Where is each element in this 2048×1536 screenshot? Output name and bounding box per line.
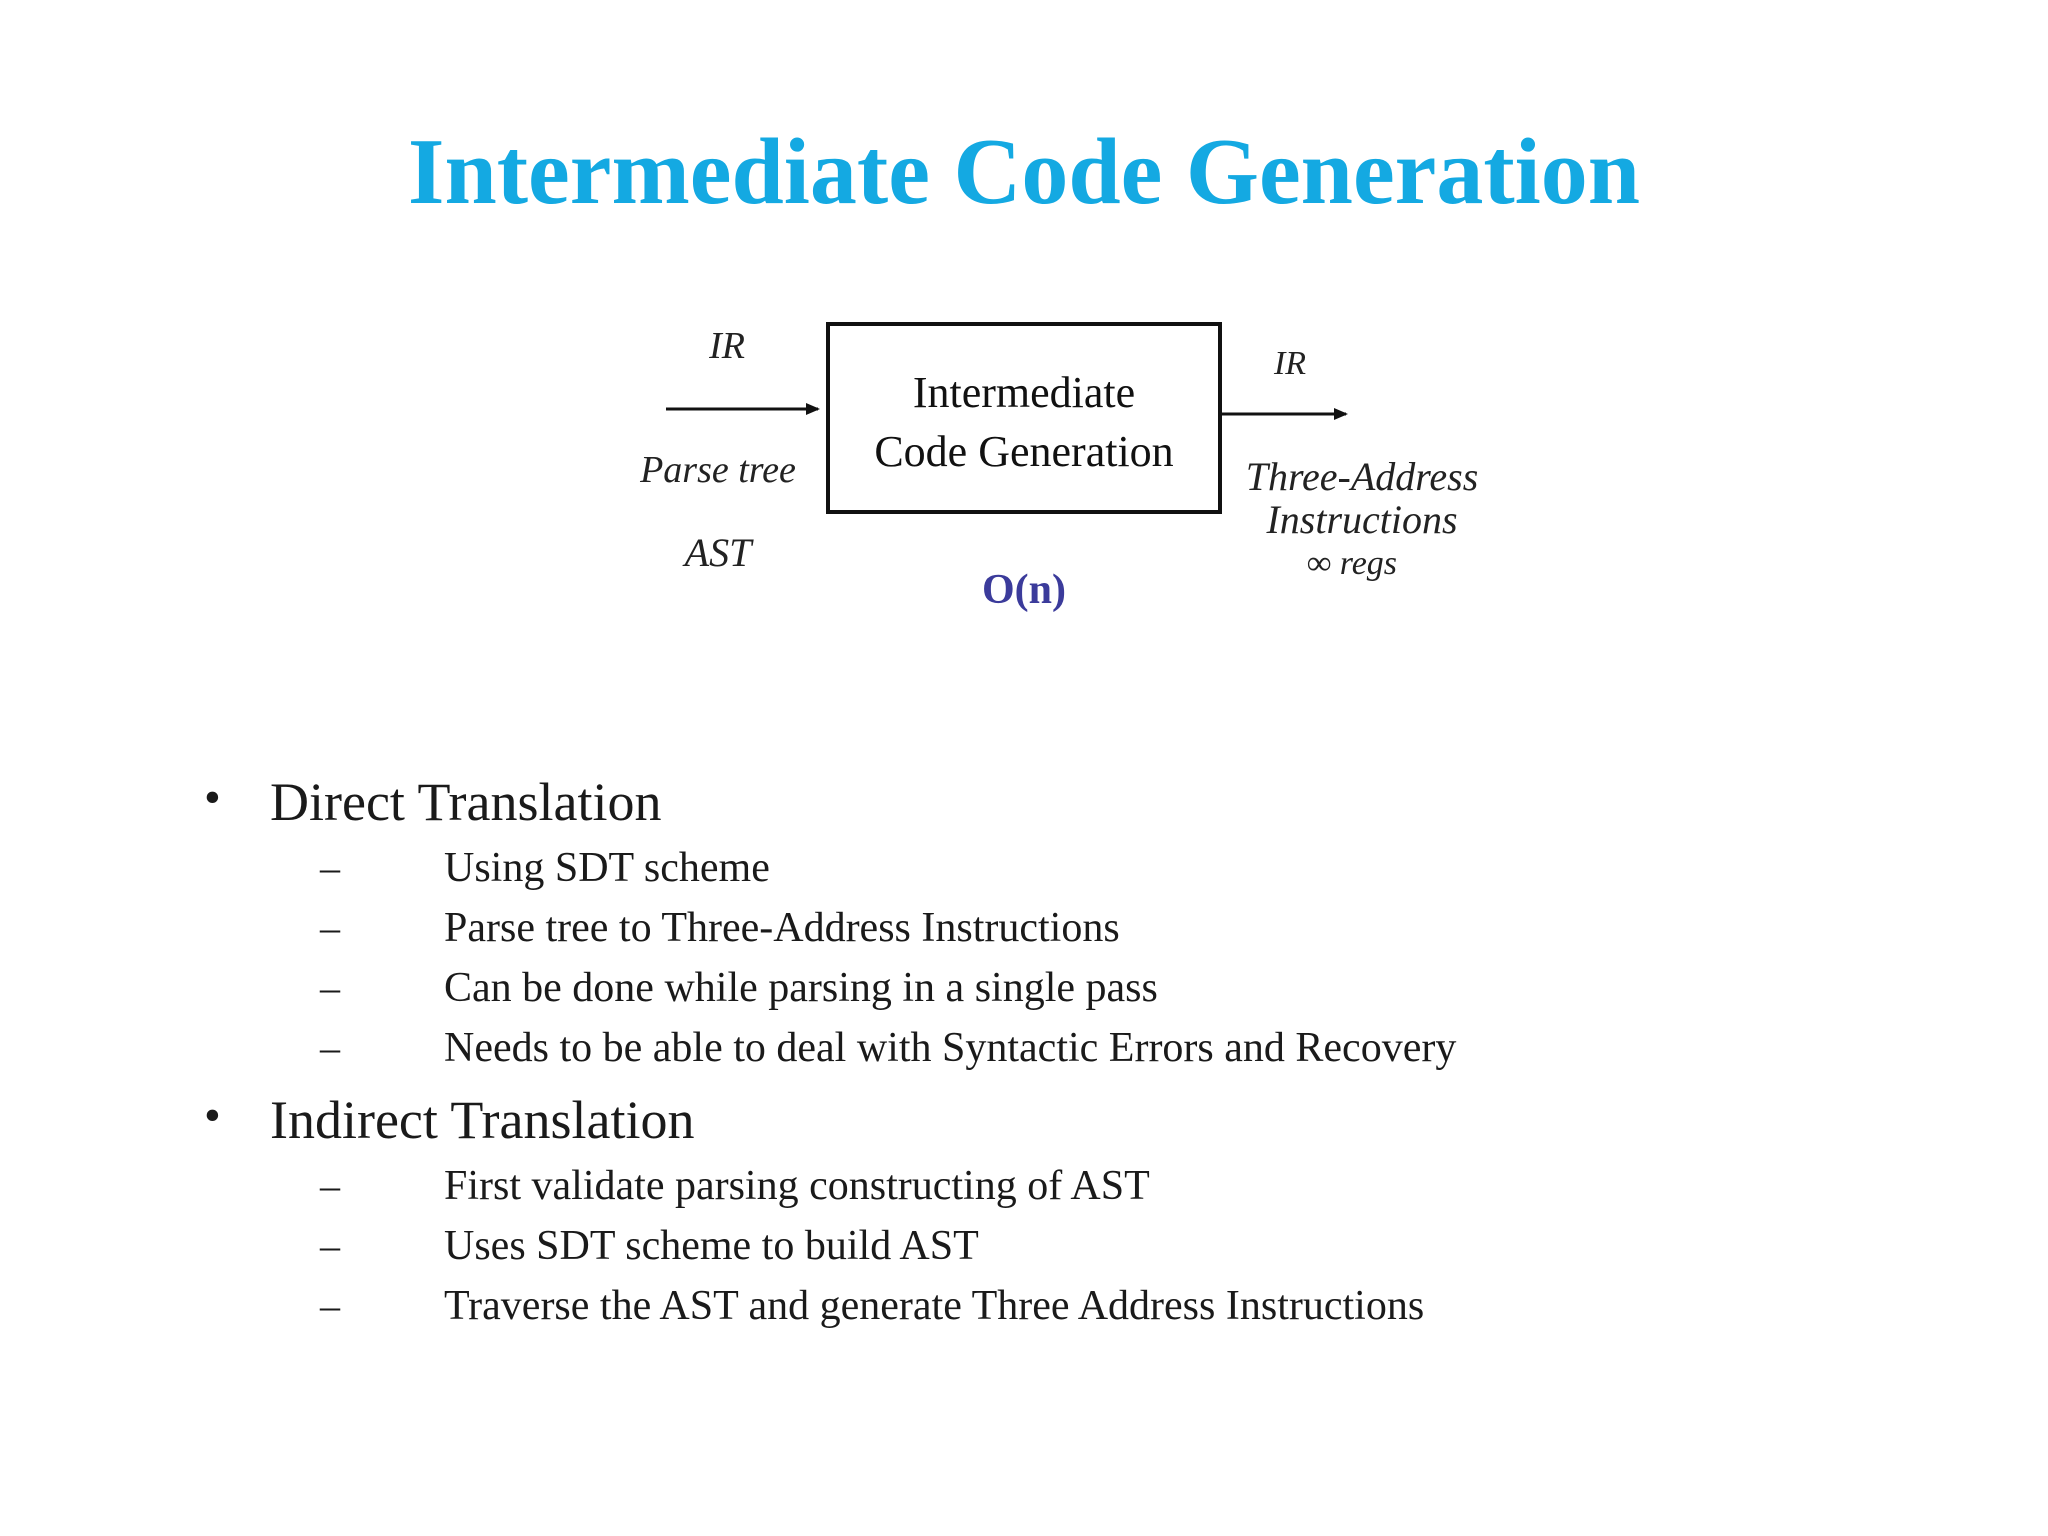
dash-marker: – — [320, 1163, 340, 1208]
complexity-label: O(n) — [982, 567, 1066, 613]
bullet-text: Indirect Translation — [270, 1090, 695, 1150]
output-label-three-address: Three-Address — [1245, 454, 1479, 499]
sub-bullet-text: First validate parsing constructing of AST — [444, 1163, 1150, 1209]
sub-bullet-text: Traverse the AST and generate Three Address Instructions — [444, 1283, 1425, 1329]
sub-bullet — [320, 842, 770, 894]
sub-bullet — [320, 902, 1120, 954]
bullet-indirect-translation — [204, 1088, 695, 1152]
sub-bullet — [320, 1280, 1425, 1332]
bullet-direct-translation — [204, 770, 662, 834]
output-label-instructions: Instructions — [1266, 497, 1458, 542]
output-label-ir: IR — [1273, 345, 1307, 382]
output-label-regs: ∞ regs — [1306, 545, 1398, 582]
sub-bullet-text: Using SDT scheme — [444, 845, 770, 891]
sub-bullet-text: Needs to be able to deal with Syntactic Errors and Recovery — [444, 1025, 1457, 1071]
input-label-ir: IR — [709, 325, 745, 367]
dash-marker: – — [320, 905, 340, 950]
input-label-parse-tree: Parse tree — [640, 449, 796, 491]
dash-marker: – — [320, 845, 340, 890]
input-label-ast: AST — [684, 530, 752, 575]
bullet-marker: • — [204, 1089, 221, 1142]
slide-title: Intermediate Code Generation — [407, 120, 1641, 224]
sub-bullet — [320, 1220, 979, 1272]
bullet-marker: • — [204, 771, 221, 824]
process-box-line-1: Intermediate — [912, 368, 1136, 417]
dash-marker: – — [320, 1025, 340, 1070]
dash-marker: – — [320, 1283, 340, 1328]
process-box-line-2: Code Generation — [874, 427, 1174, 476]
bullet-text: Direct Translation — [270, 772, 662, 832]
sub-bullet-text: Uses SDT scheme to build AST — [444, 1223, 979, 1269]
sub-bullet-text: Can be done while parsing in a single pass — [444, 965, 1158, 1011]
sub-bullet — [320, 962, 1158, 1014]
pipeline-diagram — [0, 0, 2048, 700]
process-box — [828, 324, 1220, 512]
sub-bullet — [320, 1160, 1150, 1212]
dash-marker: – — [320, 965, 340, 1010]
sub-bullet — [320, 1022, 1457, 1074]
sub-bullet-text: Parse tree to Three-Address Instructions — [444, 905, 1120, 951]
dash-marker: – — [320, 1223, 340, 1268]
